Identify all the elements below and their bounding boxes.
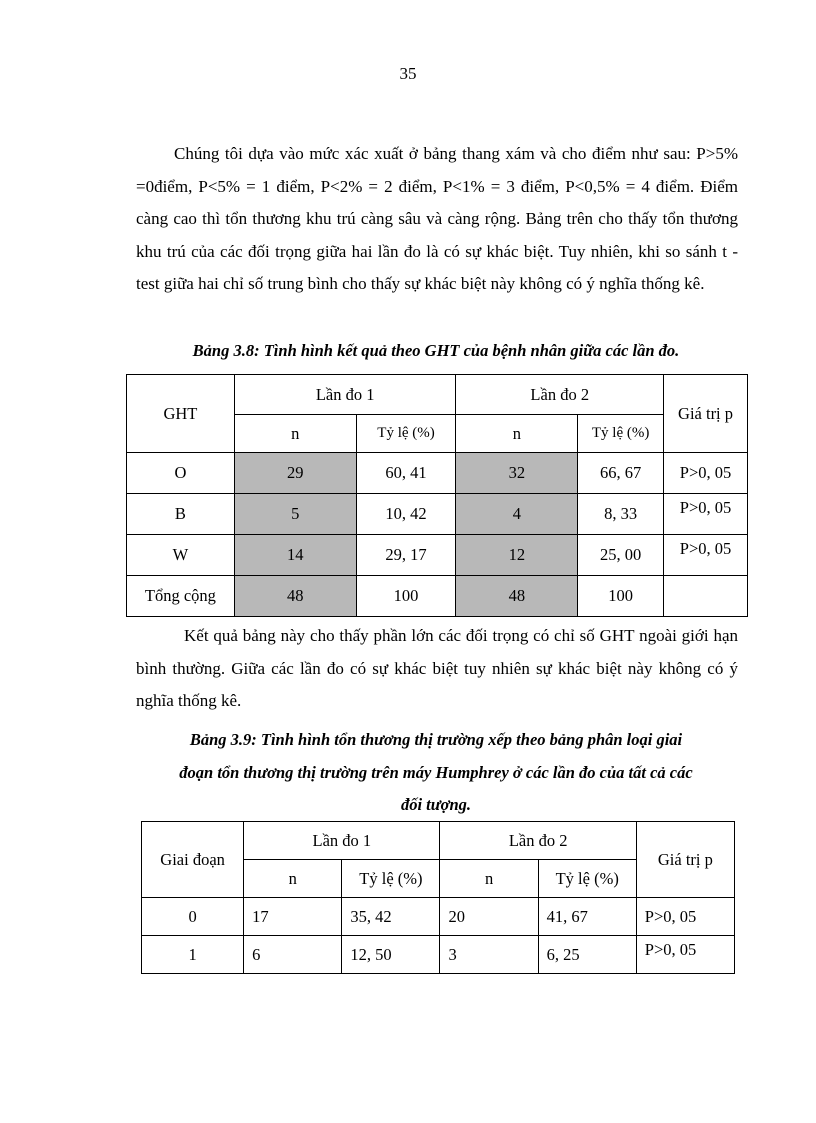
table-row	[127, 576, 748, 617]
table-cell: 6, 25	[538, 936, 636, 974]
table-cell: 10, 42	[356, 494, 456, 535]
table-cell: 32	[456, 453, 578, 494]
table-cell: 66, 67	[578, 453, 664, 494]
table-cell: 17	[244, 898, 342, 936]
table-cell: P>0, 05	[636, 898, 734, 936]
table-cell: 48	[234, 576, 356, 617]
paragraph-2-text: Kết quả bảng này cho thấy phần lớn các đối trọng có chỉ số GHT ngoài giới hạn bình thường. Giữa các lần đo có sự khác biệt tuy nhiên sự khác biệt này không có ý nghĩa thống kê.	[136, 626, 738, 711]
table-cell: P>0, 05	[664, 494, 748, 535]
table-1-header-p: Giá trị p	[664, 375, 748, 453]
table-cell: 25, 00	[578, 535, 664, 576]
table-1	[126, 374, 748, 617]
table-2-header-p: Giá trị p	[636, 822, 734, 898]
table-2-header-pct1: Tỷ lệ (%)	[342, 860, 440, 898]
table-1-header-pct1: Tỷ lệ (%)	[356, 415, 456, 453]
table-2-header-group1: Lần đo 1	[244, 822, 440, 860]
table-row	[127, 535, 748, 576]
table-cell: Tổng cộng	[127, 576, 235, 617]
table-1-header-ght: GHT	[127, 375, 235, 453]
table-2-header-group2: Lần đo 2	[440, 822, 636, 860]
table-cell: W	[127, 535, 235, 576]
table-1-header-group2: Lần đo 2	[456, 375, 664, 415]
table-cell: P>0, 05	[636, 936, 734, 974]
table-cell: 0	[142, 898, 244, 936]
table-cell: 14	[234, 535, 356, 576]
table-cell: 5	[234, 494, 356, 535]
table-cell: 1	[142, 936, 244, 974]
table-cell: 29, 17	[356, 535, 456, 576]
table-cell	[664, 576, 748, 617]
table-2-caption-line-2: đoạn tổn thương thị trường trên máy Humphrey ở các lần đo của tất cả các	[179, 762, 693, 782]
table-1-header-group1: Lần đo 1	[234, 375, 456, 415]
table-2-header-n1: n	[244, 860, 342, 898]
table-1-header-n1: n	[234, 415, 356, 453]
table-cell: 29	[234, 453, 356, 494]
table-2-header-pct2: Tỷ lệ (%)	[538, 860, 636, 898]
table-cell: O	[127, 453, 235, 494]
table-cell: 48	[456, 576, 578, 617]
table-row	[127, 453, 748, 494]
table-cell: P>0, 05	[664, 535, 748, 576]
table-cell: 3	[440, 936, 538, 974]
table-cell: 100	[356, 576, 456, 617]
table-cell: B	[127, 494, 235, 535]
table-cell: 60, 41	[356, 453, 456, 494]
table-cell: 100	[578, 576, 664, 617]
paragraph-2	[136, 620, 738, 718]
table-row	[127, 494, 748, 535]
table-2-caption-line-3: đối tượng.	[400, 795, 472, 815]
table-cell: 35, 42	[342, 898, 440, 936]
table-1-caption: Bảng 3.8: Tình hình kết quả theo GHT của bệnh nhân giữa các lần đo.	[192, 341, 680, 360]
table-cell: 12	[456, 535, 578, 576]
table-row	[142, 936, 735, 974]
table-1-header-n2: n	[456, 415, 578, 453]
table-2-header-stage: Giai đoạn	[142, 822, 244, 898]
table-2-caption-line-1: Bảng 3.9: Tình hình tổn thương thị trường xếp theo bảng phân loại giai	[189, 730, 683, 749]
table-cell: 41, 67	[538, 898, 636, 936]
table-2-header-n2: n	[440, 860, 538, 898]
table-cell: P>0, 05	[664, 453, 748, 494]
table-cell: 20	[440, 898, 538, 936]
table-cell: 12, 50	[342, 936, 440, 974]
table-row	[142, 898, 735, 936]
table-cell: 8, 33	[578, 494, 664, 535]
table-cell: 6	[244, 936, 342, 974]
table-cell: 4	[456, 494, 578, 535]
paragraph-1-text: Chúng tôi dựa vào mức xác xuất ở bảng thang xám và cho điểm như sau: P>5% =0điểm, P<5% = 1 điểm, P<2% = 2 điểm, P<1% = 3 điểm, P<0,5% = 4 điểm. Điểm càng cao thì tổn thương khu trú càng sâu và càng rộng. Bảng trên cho thấy tổn thương khu trú của các đối trọng giữa hai lần đo là có sự khác biệt. Tuy nhiên, khi so sánh t - test giữa hai chỉ số trung bình cho thấy sự khác biệt này không có ý nghĩa thống kê.	[136, 144, 738, 294]
table-2	[141, 821, 735, 974]
page-number: 35	[399, 64, 417, 83]
table-1-header-pct2: Tỷ lệ (%)	[578, 415, 664, 453]
table-2-caption	[126, 724, 746, 822]
paragraph-1	[136, 138, 738, 301]
